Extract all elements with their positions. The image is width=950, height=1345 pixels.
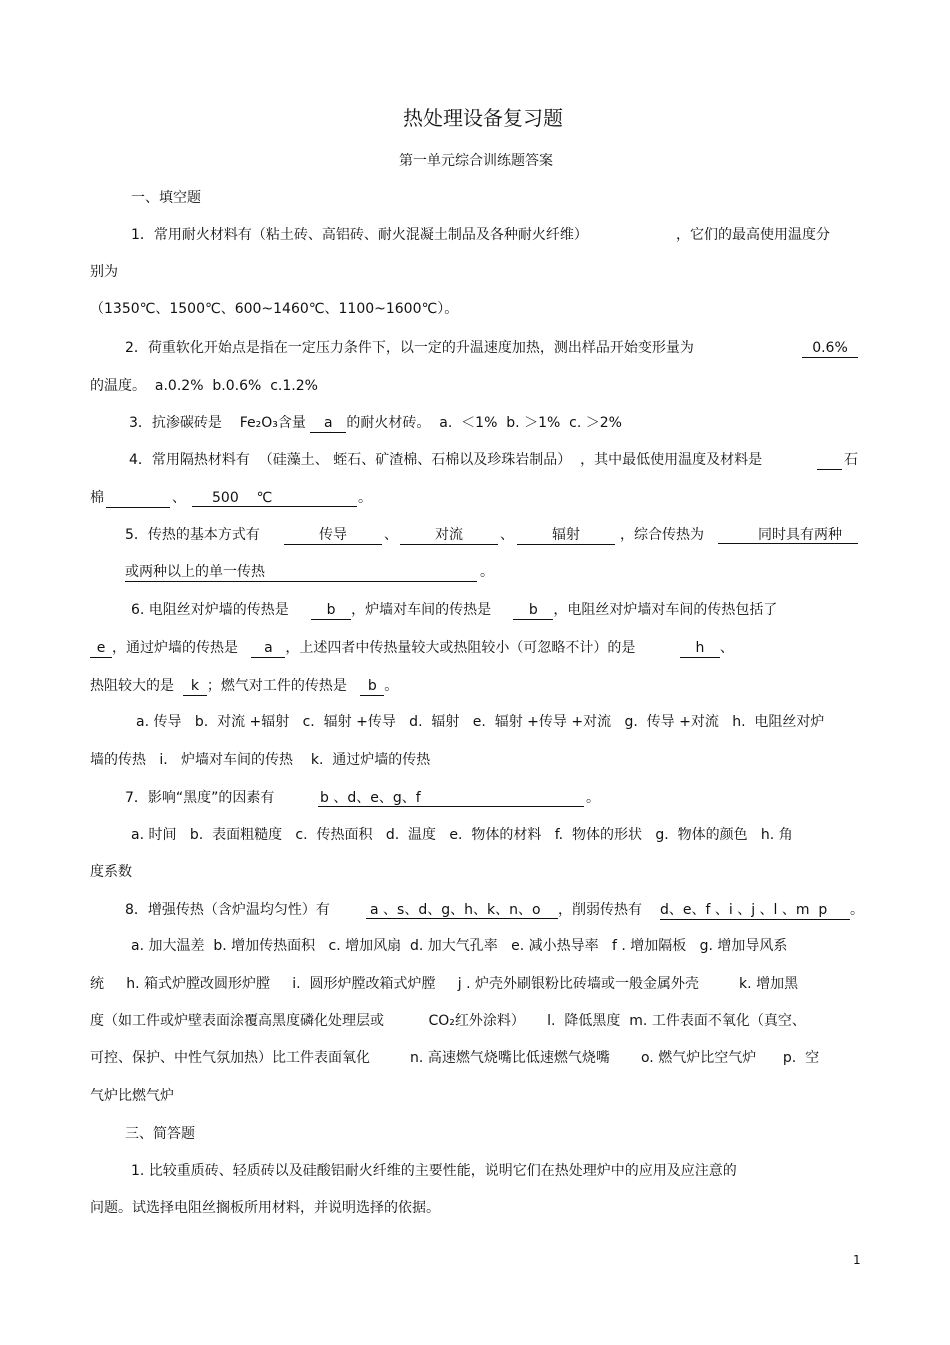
q4-end: 。 (358, 490, 372, 506)
section-heading-short-answer: 三、简答题 (125, 1126, 195, 1142)
q4-sep: 、 (172, 490, 186, 506)
q3-prefix: 3．抗渗碳砖是 (129, 415, 222, 431)
q5-text-cont: ，综合传热为 (620, 527, 704, 543)
q5-answer-combined: 同时具有两种 (718, 526, 858, 544)
q8-text-cont: ，削弱传热有 (558, 902, 642, 918)
q2-options: 的温度。 a.0.2% b.0.6% c.1.2% (90, 378, 318, 394)
q5-sep-1: 、 (384, 527, 398, 543)
q6-answer-7: b (360, 678, 384, 696)
q7-options-2: 度系数 (90, 864, 132, 880)
q6-part-d: ，通过炉墙的传热是 (112, 640, 238, 656)
q7-options-1: a. 时间 b. 表面粗糙度 c. 传热面积 d. 温度 e. 物体的材料 f. 物体的形状 g. 物体的颜色 h. 角 (131, 827, 793, 843)
q6-answer-2: b (513, 602, 553, 620)
q8-answer-enhance: a 、s、d、g、h、k、n、o (366, 901, 558, 919)
q8-answer-weaken: d、e、f 、i 、j 、l 、m p (660, 901, 850, 920)
q4-blank-2 (106, 489, 170, 508)
section-heading-fill-blank: 一、填空题 (131, 190, 201, 206)
q8-options-3: 度（如工件或炉壁表面涂覆高黑度磷化处理层或 CO₂红外涂料） l. 降低黑度 m. 工件表面不氧化（真空、 (90, 1013, 806, 1029)
q3-text (129, 414, 622, 433)
q5-answer-combined-wrap: 或两种以上的单一传热 (125, 563, 477, 582)
q6-part-e: ，上述四者中传热量较大或热阻较小（可忽略不计）的是 (285, 640, 636, 656)
q6-answer-5: h (680, 640, 720, 658)
q6-answer-4: a (251, 640, 285, 658)
q3-answer: a (310, 415, 346, 433)
q4-temperature: 500 ℃ (192, 489, 357, 507)
q8-options-1: a. 加大温差 b. 增加传热面积 c. 增加风扇 d. 加大气孔率 e. 减小热导率 f . 增加隔板 g. 增加导风系 (131, 938, 788, 954)
q5-answer-conduction: 传导 (284, 526, 382, 545)
q6-text (131, 601, 777, 620)
q1-text-wrap: 别为 (90, 264, 118, 280)
q6-line3 (90, 677, 398, 696)
q1-text-cont: ，它们的最高使用温度分 (676, 227, 830, 243)
q3-fe2o3: Fe₂O₃含量 (239, 415, 306, 431)
q6-part-f: 、 (719, 640, 734, 656)
page-subtitle: 第一单元综合训练题答案 (399, 153, 553, 169)
s1-text: 1. 比较重质砖、轻质砖以及硅酸铝耐火纤维的主要性能，说明它们在热处理炉中的应用及应注意的 (131, 1163, 737, 1179)
q8-options-2: 统 h. 箱式炉膛改圆形炉膛 i. 圆形炉膛改箱式炉膛 j . 炉壳外刷银粉比砖墙或一般金属外壳 k. 增加黑 (90, 976, 799, 992)
q6-answer-6: k (183, 678, 207, 696)
q6-part-b: ，炉墙对车间的传热是 (351, 602, 492, 618)
q5-answer-radiation: 辐射 (517, 526, 615, 545)
page-number: 1 (853, 1253, 861, 1267)
q5-answer-convection: 对流 (400, 526, 498, 545)
q8-end: 。 (850, 902, 864, 918)
q6-answer-1: b (311, 602, 351, 620)
q6-part-h: ；燃气对工件的传热是 (206, 678, 347, 694)
q6-part-i: 。 (384, 678, 399, 694)
q5-text: 5．传热的基本方式有 (125, 527, 260, 543)
q3-options: 的耐火材砖。 a. ＜1% b. ＞1% c. ＞2% (346, 415, 622, 431)
q5-sep-2: 、 (500, 527, 514, 543)
q8-options-5: 气炉比燃气炉 (90, 1088, 174, 1104)
q7-end: 。 (586, 790, 600, 806)
q6-line2 (90, 639, 734, 658)
q7-answer: b 、d、e、g、f (318, 789, 584, 807)
q6-options-1: a. 传导 b. 对流 +辐射 c. 辐射 +传导 d. 辐射 e. 辐射 +传导 +对流 g. 传导 +对流 h. 电阻丝对炉 (136, 714, 825, 730)
q6-part-a: 6. 电阻丝对炉墙的传热是 (131, 602, 289, 618)
q4-answer-end: 石 (844, 452, 858, 468)
q6-part-c: ，电阻丝对炉墙对车间的传热包括了 (553, 602, 778, 618)
page-title: 热处理设备复习题 (403, 106, 563, 130)
q2-answer: 0.6% (802, 339, 858, 358)
q6-part-g: 热阻较大的是 (90, 678, 174, 694)
q2-text: 2．荷重软化开始点是指在一定压力条件下，以一定的升温速度加热，测出样品开始变形量为 (125, 340, 694, 356)
q6-options-2: 墙的传热 i. 炉墙对车间的传热 k. 通过炉墙的传热 (90, 752, 431, 768)
q8-text: 8．增强传热（含炉温均匀性）有 (125, 902, 330, 918)
q4-blank-1 (817, 451, 842, 470)
s1-text-cont: 问题。试选择电阻丝搁板所用材料，并说明选择的依据。 (90, 1200, 440, 1216)
q4-text: 4．常用隔热材料有 （硅藻土、 蛭石、矿渣棉、石棉以及珍珠岩制品） ，其中最低使用温度及材料是 (129, 452, 763, 468)
q1-text: 1．常用耐火材料有（粘土砖、高铝砖、耐火混凝土制品及各种耐火纤维） (131, 227, 588, 243)
q6-answer-3: e (90, 640, 112, 658)
q8-options-4: 可控、保护、中性气氛加热）比工件表面氧化 n. 高速燃气烧嘴比低速燃气烧嘴 o. 燃气炉比空气炉 p. 空 (90, 1050, 820, 1066)
q1-answer: （1350℃、1500℃、600~1460℃、1100~1600℃）。 (90, 301, 459, 317)
q4-answer-wrap: 棉 (90, 490, 104, 506)
q7-text: 7．影响“黑度”的因素有 (125, 790, 275, 806)
q5-end: 。 (480, 564, 494, 580)
